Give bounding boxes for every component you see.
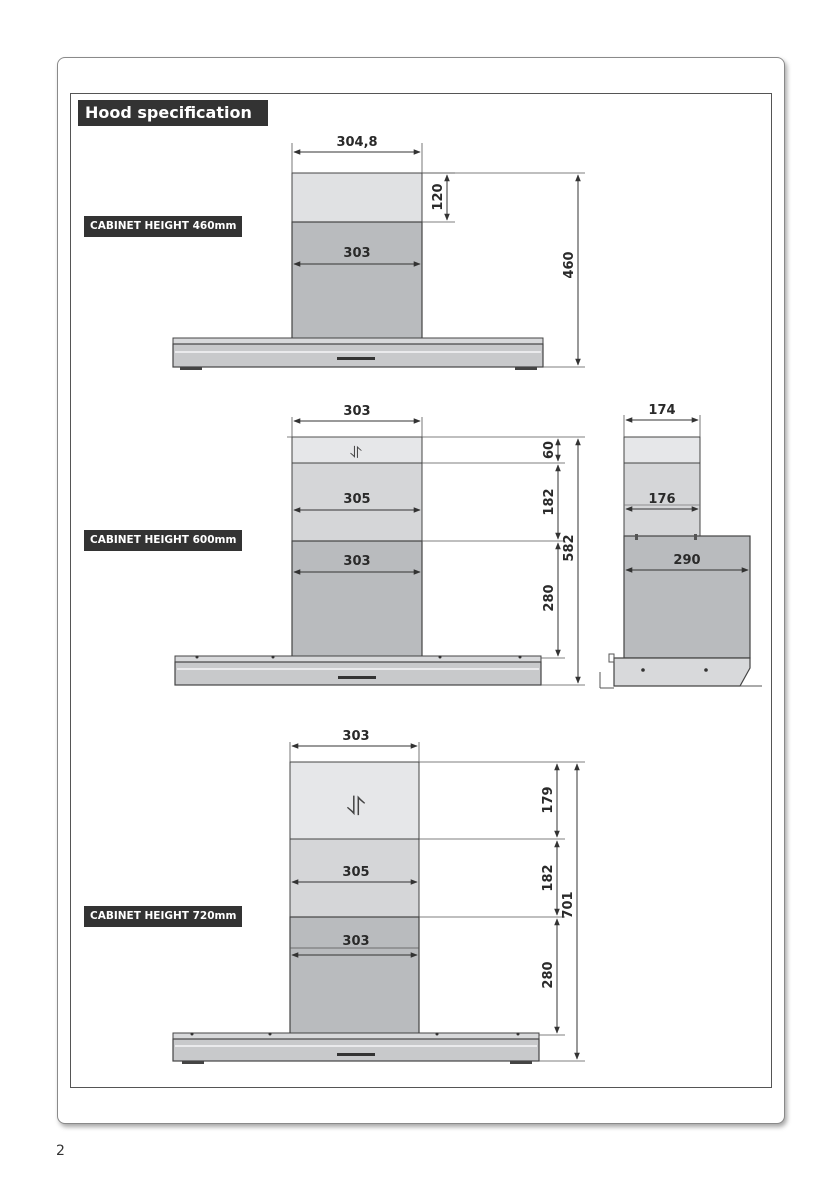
dim-top-height-460: 120 [431, 183, 446, 211]
dim-top-height-720: 179 [541, 786, 556, 814]
telescopic-arrows-icon-600: ⥯ [350, 443, 362, 462]
canopy-top-460 [173, 338, 543, 344]
diagram-720 [173, 729, 585, 1064]
cabinet-label-720: CABINET HEIGHT 720mm [84, 906, 242, 927]
canopy-720 [173, 1039, 539, 1061]
dim-lower-height-600: 280 [542, 584, 557, 612]
cabinet-label-460: CABINET HEIGHT 460mm [84, 216, 242, 237]
dim-lower-width-600: 303 [343, 554, 371, 569]
dim-top-height-600: 60 [542, 440, 557, 460]
dim-total-height-720: 701 [561, 891, 576, 919]
dim-side-lower-width-600: 290 [673, 553, 701, 568]
control-panel-460 [337, 357, 375, 360]
side-canopy-600 [614, 658, 750, 686]
page-number: 2 [56, 1143, 65, 1159]
dim-lower-width-720: 303 [342, 934, 370, 949]
dim-total-height-460: 460 [562, 251, 577, 279]
dim-mid-width-720: 305 [342, 865, 370, 880]
dim-side-top-width-600: 174 [648, 403, 676, 418]
dim-lower-width-460: 303 [343, 246, 371, 261]
dim-mid-height-720: 182 [541, 864, 556, 892]
cabinet-label-600: CABINET HEIGHT 600mm [84, 530, 242, 551]
dim-top-width-720: 303 [342, 729, 370, 744]
dim-mid-width-600: 305 [343, 492, 371, 507]
chimney-top-460 [292, 173, 422, 222]
dim-total-height-600: 582 [562, 534, 577, 562]
dim-mid-height-600: 182 [542, 488, 557, 516]
canopy-600 [175, 662, 541, 685]
diagram-460 [173, 135, 585, 370]
dim-side-mid-width-600: 176 [648, 492, 676, 507]
dim-top-width-460: 304,8 [336, 135, 378, 150]
diagram-600 [175, 404, 585, 685]
canopy-460 [173, 344, 543, 367]
dim-lower-height-720: 280 [541, 961, 556, 989]
chimney-lower-460 [292, 222, 422, 342]
telescopic-arrows-icon-720: ⥯ [346, 792, 366, 822]
diagram-600-side [600, 403, 762, 688]
dim-top-width-600: 303 [343, 404, 371, 419]
section-title: Hood specification [78, 100, 268, 126]
